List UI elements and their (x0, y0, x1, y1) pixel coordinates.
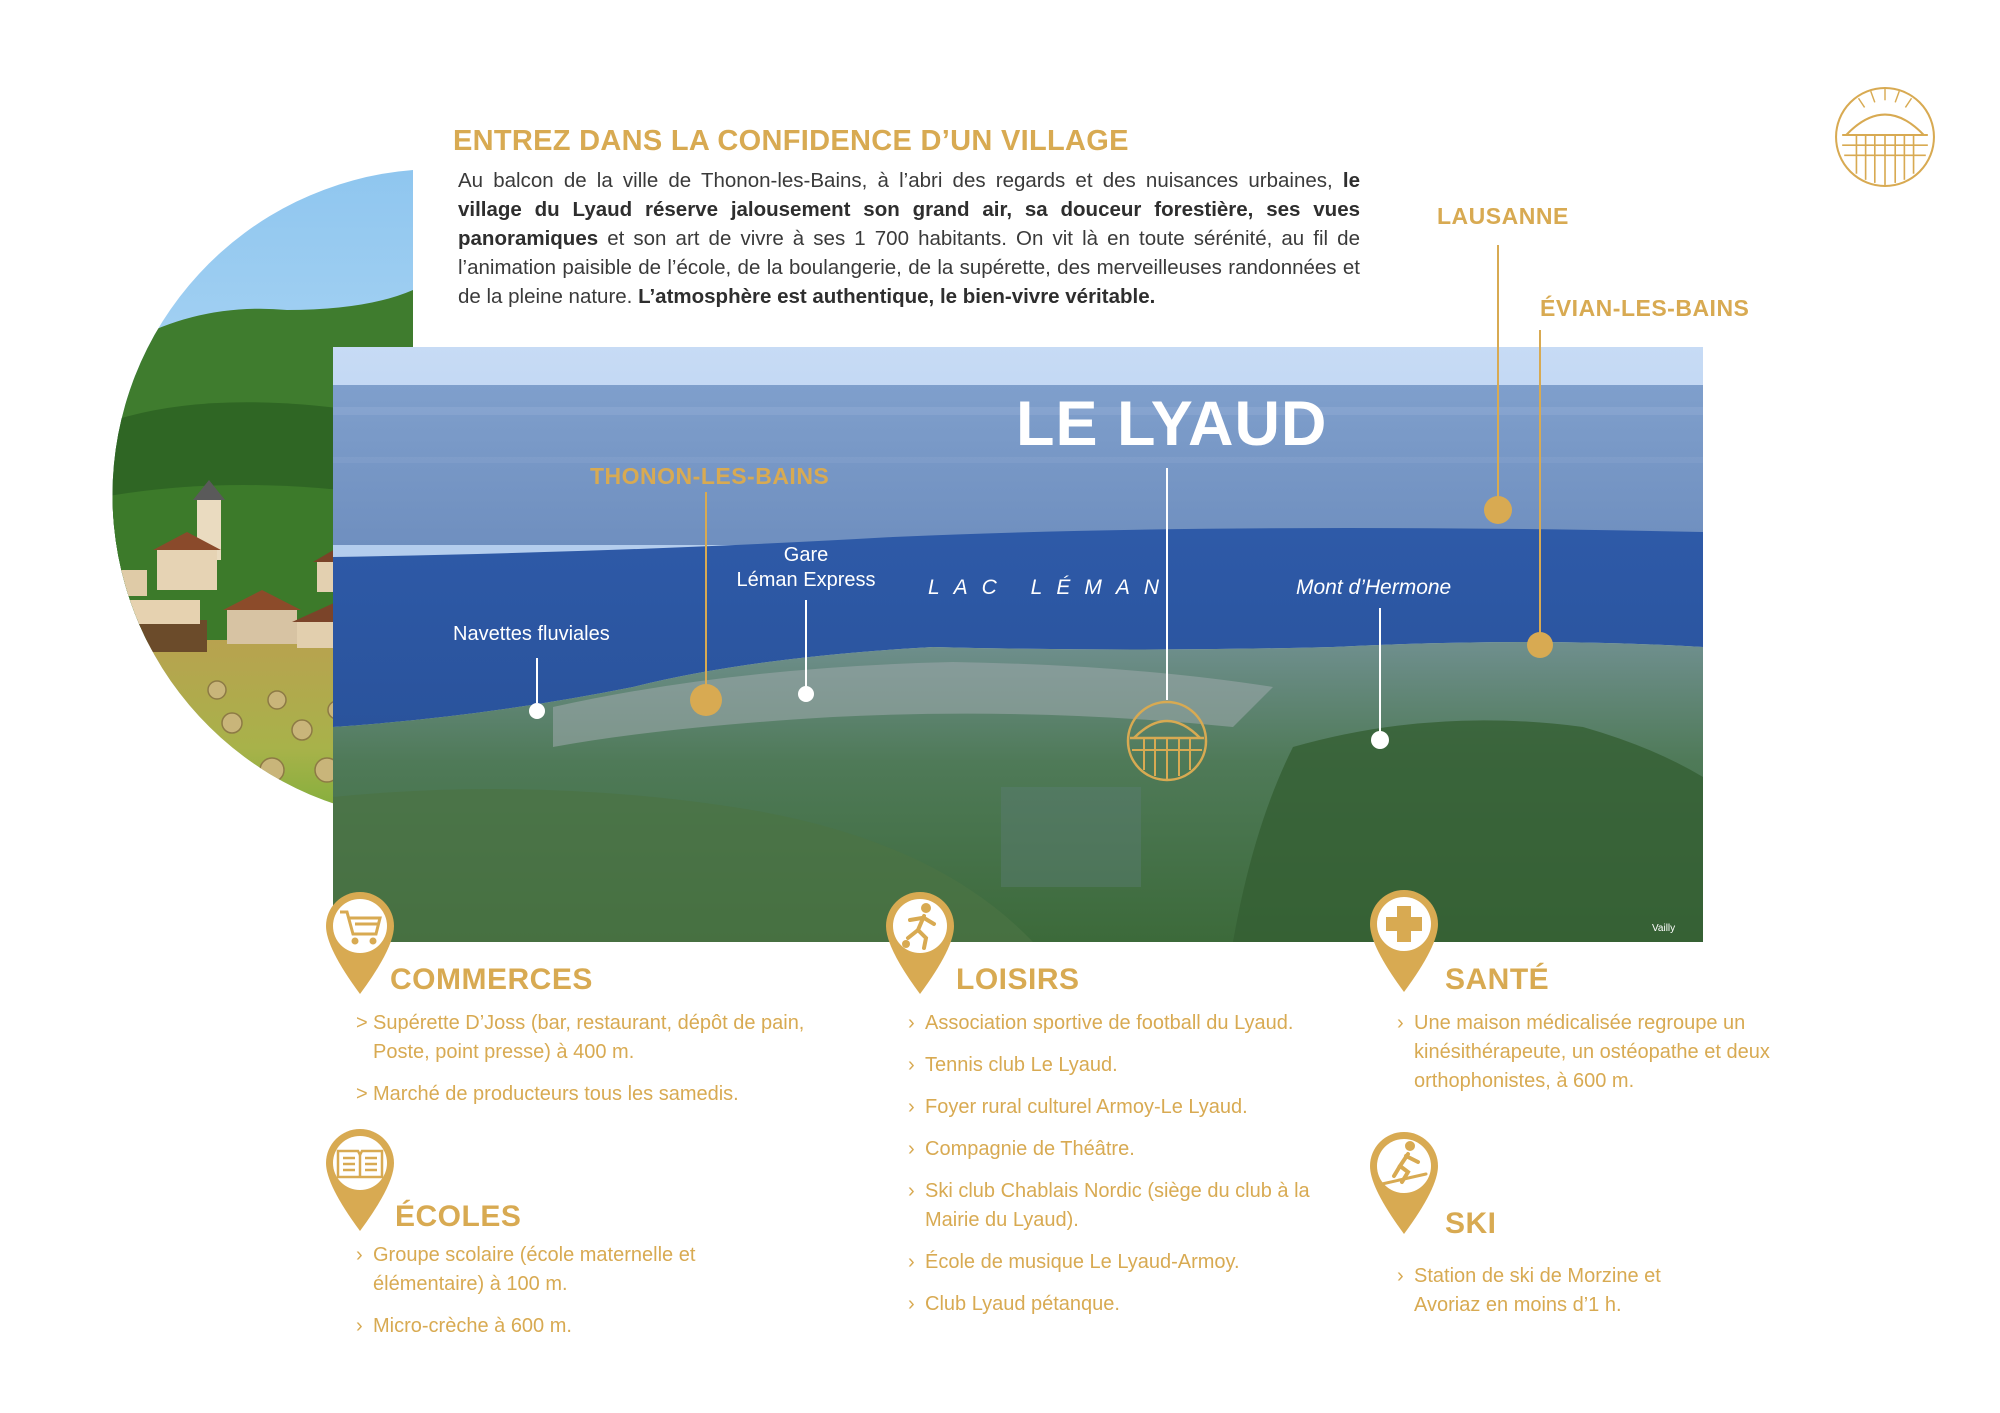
commerces-title: COMMERCES (390, 963, 593, 996)
list-marker: > (356, 1083, 368, 1105)
loisirs-item-text: Foyer rural culturel Armoy-Le Lyaud. (925, 1096, 1248, 1118)
ecoles-item-text: Groupe scolaire (école maternelle et élémentaire) à 100 m. (373, 1244, 696, 1295)
gare-line-2: Léman Express (736, 569, 876, 591)
shopping-cart-icon (320, 888, 400, 998)
intro-paragraph (458, 166, 1360, 311)
skier-icon (1364, 1128, 1444, 1238)
intro-bold-2: L’atmosphère est authentique, le bien-vivre véritable. (638, 285, 1156, 308)
map-title: LE LYAUD (1016, 389, 1328, 459)
list-marker: › (356, 1315, 363, 1337)
loisirs-item (908, 1009, 1348, 1038)
ecoles-title: ÉCOLES (395, 1200, 522, 1233)
ecoles-item (356, 1241, 726, 1299)
loisirs-item (908, 1290, 1348, 1319)
sante-item-text: Une maison médicalisée regroupe un kinésithérapeute, un ostéopathe et deux orthophonistes, à 600 m. (1414, 1012, 1770, 1092)
ski-list (1397, 1262, 1717, 1333)
loisirs-item (908, 1135, 1348, 1164)
loisirs-item-text: Tennis club Le Lyaud. (925, 1054, 1118, 1076)
dome-logo-icon (1834, 86, 1936, 188)
gare-label (730, 543, 882, 593)
loisirs-item (908, 1248, 1348, 1277)
loisirs-item (908, 1177, 1348, 1235)
commerces-item-text: Marché de producteurs tous les samedis. (373, 1083, 739, 1105)
sante-list (1397, 1009, 1787, 1109)
list-marker: › (908, 1138, 915, 1160)
list-marker: › (356, 1244, 363, 1266)
list-marker: > (356, 1012, 368, 1034)
sport-player-icon (880, 888, 960, 998)
list-marker: › (1397, 1265, 1404, 1287)
sante-title: SANTÉ (1445, 963, 1550, 996)
loisirs-item-text: Club Lyaud pétanque. (925, 1293, 1120, 1315)
intro-title: ENTREZ DANS LA CONFIDENCE D’UN VILLAGE (453, 125, 1129, 157)
loisirs-item (908, 1051, 1348, 1080)
commerces-item (356, 1009, 856, 1067)
loisirs-item-text: Association sportive de football du Lyaud. (925, 1012, 1294, 1034)
evian-label: ÉVIAN-LES-BAINS (1540, 295, 1750, 321)
loisirs-list (908, 1009, 1348, 1332)
loisirs-item (908, 1093, 1348, 1122)
list-marker: › (1397, 1012, 1404, 1034)
lake-label: LAC LÉMAN (928, 576, 1174, 599)
gare-line-1: Gare (783, 544, 829, 566)
thonon-label: THONON-LES-BAINS (590, 463, 830, 489)
commerces-list (356, 1009, 856, 1122)
ecoles-list (356, 1241, 726, 1354)
list-marker: › (908, 1251, 915, 1273)
medical-cross-icon (1364, 886, 1444, 996)
mont-hermone-label: Mont d’Hermone (1296, 576, 1452, 599)
commerces-item (356, 1080, 856, 1109)
intro-text-1: Au balcon de la ville de Thonon-les-Bains, à l’abri des regards et des nuisances urbaines, (458, 169, 1343, 192)
list-marker: › (908, 1096, 915, 1118)
loisirs-item-text: Compagnie de Théâtre. (925, 1138, 1135, 1160)
ecoles-item-text: Micro-crèche à 600 m. (373, 1315, 572, 1337)
ecoles-item (356, 1312, 726, 1341)
ski-item-text: Station de ski de Morzine et Avoriaz en moins d’1 h. (1414, 1265, 1661, 1316)
ski-item (1397, 1262, 1717, 1320)
intro-text-2: et son art de vivre à ses 1 700 habitants. On vit là en toute sérénité, au fil de l’animation paisible de l’école, de la boulangerie, de la supérette, des merveilleuses randonnées et de la pleine nature. (458, 227, 1360, 308)
photo-credit: Vailly (1652, 923, 1676, 934)
list-marker: › (908, 1012, 915, 1034)
navettes-label: Navettes fluviales (453, 623, 610, 645)
list-marker: › (908, 1293, 915, 1315)
ski-title: SKI (1445, 1207, 1497, 1240)
intro-bold-1: le village du Lyaud réserve jalousement son grand air, sa douceur forestière, ses vues panoramiques (458, 169, 1360, 250)
commerces-item-text: Supérette D’Joss (bar, restaurant, dépôt de pain, Poste, point presse) à 400 m. (373, 1012, 805, 1063)
sante-item (1397, 1009, 1787, 1096)
lausanne-label: LAUSANNE (1437, 203, 1569, 229)
list-marker: › (908, 1180, 915, 1202)
open-book-icon (320, 1125, 400, 1235)
loisirs-item-text: Ski club Chablais Nordic (siège du club à la Mairie du Lyaud). (925, 1180, 1310, 1231)
loisirs-title: LOISIRS (956, 963, 1080, 996)
loisirs-item-text: École de musique Le Lyaud-Armoy. (925, 1251, 1240, 1273)
list-marker: › (908, 1054, 915, 1076)
